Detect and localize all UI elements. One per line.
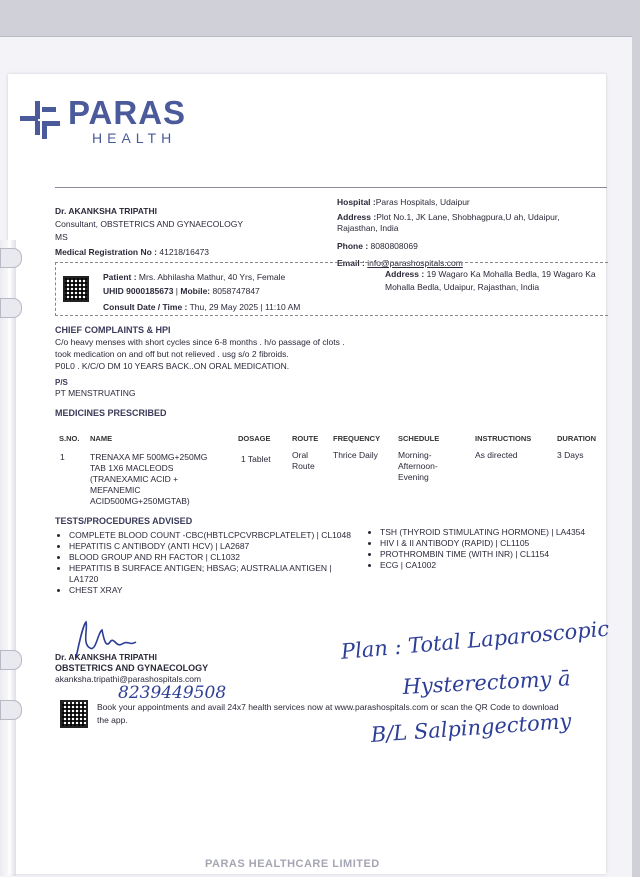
mobile-value: 8058747847 (212, 286, 260, 296)
reg-label: Medical Registration No : (55, 247, 158, 257)
handwritten-plan-line: B/L Salpingectomy (370, 708, 573, 747)
hospital-block (337, 197, 605, 270)
test-item: • HEPATITIS C ANTIBODY (ANTI HCV) | LA2687 (69, 541, 360, 552)
test-item: • BLOOD GROUP AND RH FACTOR | CL1032 (69, 552, 360, 563)
tests-left (55, 530, 360, 596)
brand-logo (18, 96, 186, 145)
med-name-line: TRENAXA MF 500MG+250MG (90, 452, 208, 462)
test-item: • COMPLETE BLOOD COUNT -CBC(HBTLCPCVRBCPLATELET) | CL1048 (69, 530, 360, 541)
pis-text: PT MENSTRUATING (55, 388, 136, 398)
tests-right (366, 527, 611, 571)
brand-subname: HEALTH (92, 130, 177, 146)
handwritten-plan-line: Hysterectomy ā (402, 666, 572, 699)
booking-line: Book your appointments and avail 24x7 health services now at www.parashospitals.com or scan the QR Code to download (97, 702, 559, 712)
col-duration: DURATION (557, 434, 597, 443)
test-item: • HIV I & II ANTIBODY (RAPID) | CL1105 (380, 538, 611, 549)
med-route (292, 450, 315, 472)
patient-address-value: 19 Wagaro Ka Mohalla Bedla, 19 Wagaro Ka (426, 269, 596, 279)
med-schedule-line: Afternoon- (398, 461, 438, 471)
patient-label: Patient : (103, 272, 137, 282)
mobile-label: Mobile: (180, 286, 211, 296)
doctor-name: Dr. AKANKSHA TRIPATHI (55, 206, 157, 216)
med-dosage: 1 Tablet (241, 454, 271, 464)
test-item: • ECG | CA1002 (380, 560, 611, 571)
patient-value: Mrs. Abhilasha Mathur, 40 Yrs, Female (138, 272, 286, 282)
test-item: • CHEST XRAY (69, 585, 360, 596)
complaint-line: C/o heavy menses with short cycles since 6-8 months . h/o passage of clots . (55, 337, 345, 347)
sign-dept: OBSTETRICS AND GYNAECOLOGY (55, 663, 209, 673)
col-frequency: FREQUENCY (333, 434, 381, 443)
qr-code-icon (63, 276, 89, 302)
consult-label: Consult Date / Time : (103, 302, 188, 312)
patient-address (385, 268, 605, 294)
med-name (90, 452, 207, 507)
reg-number: 41218/16473 (159, 247, 210, 257)
hospital-label: Hospital : (337, 197, 376, 207)
med-schedule-line: Evening (398, 472, 429, 482)
hospital-address-line2: Rajasthan, India (337, 223, 399, 233)
col-schedule: SCHEDULE (398, 434, 440, 443)
med-name-line: (TRANEXAMIC ACID + (90, 474, 179, 484)
complaint-line: P0L0 . K/C/O DM 10 YEARS BACK..ON ORAL MEDICATION. (55, 361, 290, 371)
phone-value: 8080808069 (370, 240, 418, 251)
sign-block (55, 652, 208, 685)
brand-name: PARAS (68, 94, 187, 131)
handwritten-plan-line: Plan : Total Laparoscopic (340, 616, 610, 664)
pis-title: P/S (55, 378, 68, 387)
uhid-label: UHID (103, 286, 124, 296)
hospital-address-value: Plot No.1, JK Lane, Shobhagpura,U ah, Udaipur, (376, 211, 560, 222)
complaints-section (55, 325, 345, 372)
binder-ring (0, 248, 22, 268)
complaint-line: took medication on and off but not relieved . usg s/o 2 fibroids. (55, 349, 289, 359)
med-route-line: Oral (292, 450, 309, 460)
booking-line: the app. (97, 715, 128, 725)
patient-address-line2: Mohalla Bedla, Udaipur, Rajasthan, India (385, 282, 540, 292)
app-qr-code-icon (60, 700, 88, 728)
med-name-line: ACID500MG+250MGTAB) (90, 496, 190, 506)
med-instructions: As directed (475, 450, 518, 460)
test-item: • PROTHROMBIN TIME (WITH INR) | CL1154 (380, 549, 611, 560)
med-duration: 3 Days (557, 450, 584, 460)
patient-details: Patient : Mrs. Abhilasha Mathur, 40 Yrs, Female UHID 9000185673 | Mobile: 8058747847 Consult Date / Time : Thu, 29 May 2025 | 11:10 AM (103, 272, 301, 312)
sign-email: akanksha.tripathi@parashospitals.com (55, 674, 202, 684)
cross-logo-icon (18, 99, 62, 143)
handwritten-phone: 8239449508 (118, 683, 227, 703)
med-name-line: MEFANEMIC (90, 485, 141, 495)
medicines-title: MEDICINES PRESCRIBED (55, 408, 167, 418)
binder-ring (0, 700, 22, 720)
patient-address-label: Address : (385, 269, 425, 279)
col-dosage: DOSAGE (238, 434, 271, 443)
med-route-line: Route (292, 461, 315, 471)
col-instructions: INSTRUCTIONS (475, 434, 532, 443)
med-frequency: Thrice Daily (333, 450, 378, 460)
col-sno: S.NO. (59, 434, 80, 443)
col-name: NAME (90, 434, 113, 443)
doctor-title: Consultant, OBSTETRICS AND GYNAECOLOGY (55, 219, 244, 229)
tests-title: TESTS/PROCEDURES ADVISED (55, 516, 193, 526)
med-sno: 1 (60, 452, 65, 462)
hospital-value: Paras Hospitals, Udaipur (375, 197, 470, 207)
med-schedule-line: Morning- (398, 450, 432, 460)
footer-company: PARAS HEALTHCARE LIMITED (205, 858, 380, 870)
email-label: Email : (337, 258, 365, 268)
med-schedule (398, 450, 438, 483)
binder-strip (0, 240, 16, 876)
doctor-block (55, 205, 325, 259)
doctor-degree: MS (55, 232, 68, 242)
complaints-title: CHIEF COMPLAINTS & HPI (55, 325, 171, 335)
email-link[interactable]: info@parashospitals.com (367, 258, 463, 268)
consult-value: Thu, 29 May 2025 | 11:10 AM (189, 302, 301, 312)
col-route: ROUTE (292, 434, 319, 443)
binder-ring (0, 650, 22, 670)
med-name-line: TAB 1X6 MACLEODS (90, 463, 174, 473)
binder-ring (0, 298, 22, 318)
test-item: • HEPATITIS B SURFACE ANTIGEN; HBSAG; AUSTRALIA ANTIGEN | LA1720 (69, 563, 360, 584)
uhid-value: 9000185673 (126, 286, 174, 296)
phone-label: Phone : (337, 240, 369, 251)
header-divider (55, 187, 607, 188)
sign-doctor-name: Dr. AKANKSHA TRIPATHI (55, 652, 157, 662)
hospital-address-label: Address : (337, 211, 377, 222)
pis-section (55, 378, 135, 399)
test-item: • TSH (THYROID STIMULATING HORMONE) | LA4354 (380, 527, 611, 538)
